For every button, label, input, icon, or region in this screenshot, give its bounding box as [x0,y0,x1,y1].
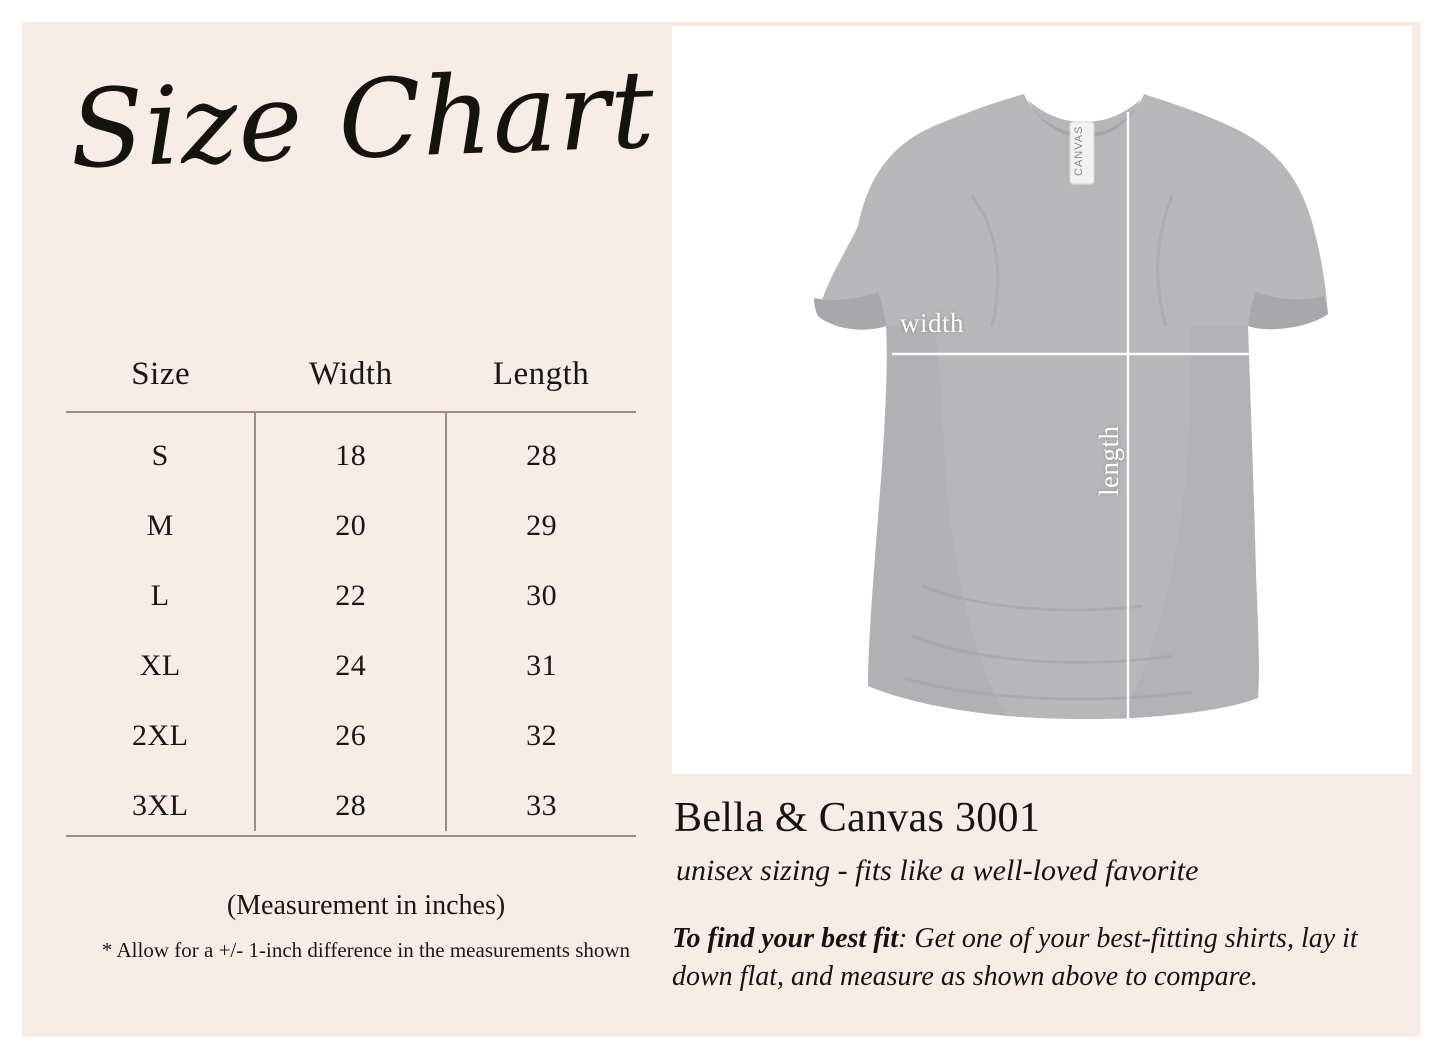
cell-length: 31 [526,649,558,682]
cell-size: M [146,509,174,542]
table-row [66,771,636,831]
cell-width: 20 [255,491,446,561]
tshirt-photo [672,26,1412,774]
page-title: Size Chart [67,47,658,193]
table-row [66,491,636,561]
frame-border-right [1421,0,1445,1061]
table-row [66,631,636,701]
cell-width: 18 [255,412,446,491]
size-table-wrapper [66,352,636,837]
frame-border-bottom [0,1037,1445,1061]
brand-tag [1070,122,1094,184]
fit-instructions [672,920,1414,996]
cell-width: 24 [255,631,446,701]
cell-length: 33 [526,789,558,822]
measurement-disclaimer: * Allow for a +/- 1-inch difference in the measurements shown [101,938,631,962]
frame-border-left [0,0,22,1061]
width-measure-label: width [900,308,965,338]
cell-size: XL [139,649,181,682]
size-table [66,352,636,831]
cell-size: L [150,579,170,612]
cell-size: S [151,439,169,472]
cell-length: 32 [526,719,558,752]
fit-instructions-text: : Get one of your best-fitting shirts, lay it down flat, and measure as shown above to compare. [672,923,1358,992]
column-header-size: Size [131,356,191,392]
product-name: Bella & Canvas 3001 [674,795,1041,841]
cell-size: 2XL [131,719,189,752]
size-table-head [66,352,636,412]
right-panel [664,22,1421,1037]
product-tagline: unisex sizing - fits like a well-loved favorite [676,854,1199,887]
tshirt-illustration [672,26,1412,774]
cell-width: 28 [255,771,446,831]
cell-length: 29 [526,509,558,542]
table-row [66,701,636,771]
svg-text:CANVAS: CANVAS [1073,125,1085,176]
fit-instructions-heading: To find your best fit [672,923,899,954]
cell-length: 28 [526,439,558,472]
measurement-unit-note: (Measurement in inches) [226,890,506,921]
length-measure-label: length [1094,425,1124,496]
table-row [66,561,636,631]
frame-border-top [0,0,1445,22]
column-header-length: Length [492,356,590,392]
cell-width: 26 [255,701,446,771]
left-panel [22,22,662,1037]
table-row [66,412,636,491]
table-header-row [66,352,636,412]
table-bottom-rule [66,835,636,837]
column-header-width: Width [308,356,393,392]
cell-length: 30 [526,579,558,612]
cell-size: 3XL [131,789,189,822]
size-table-body [66,412,636,831]
cell-width: 22 [255,561,446,631]
